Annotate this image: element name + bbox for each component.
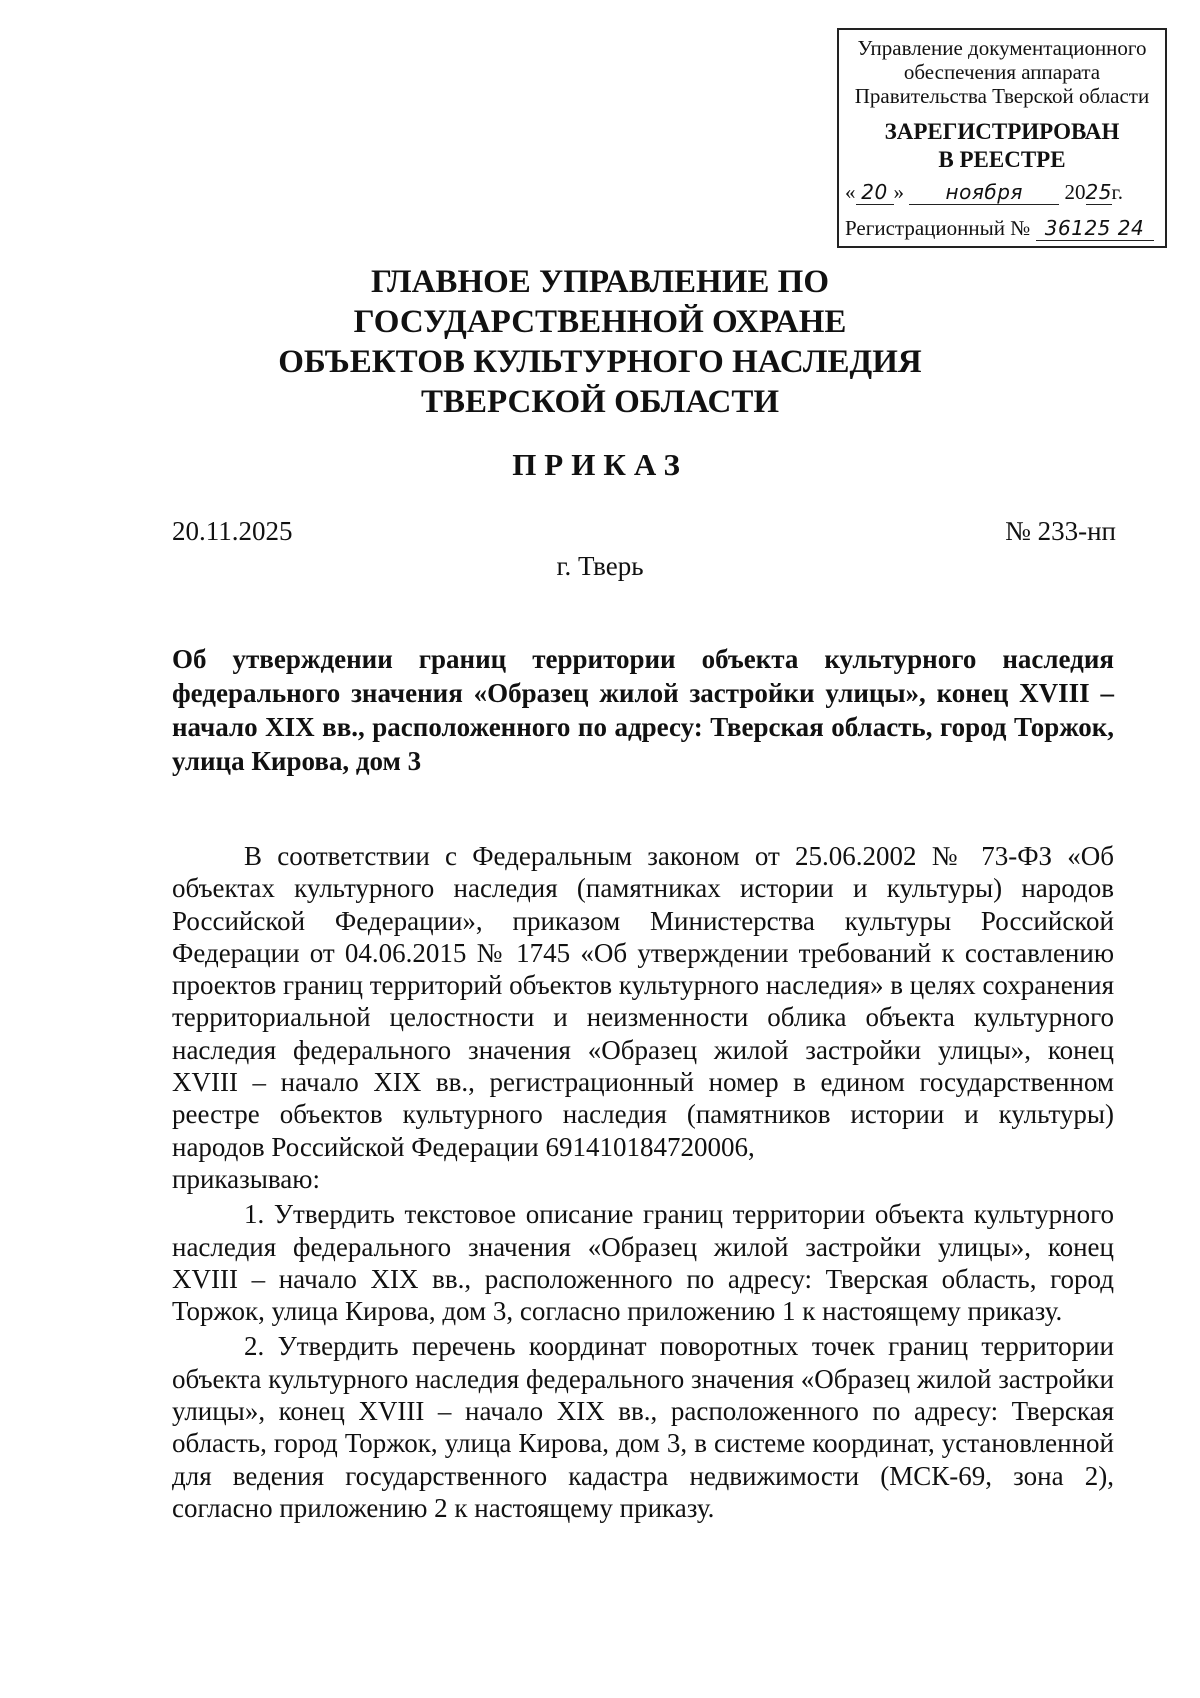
document-body — [172, 840, 1114, 1524]
body-item-1: 1. Утвердить текстовое описание границ территории объекта культурного наследия федерального значения «Образец жилой застройки улицы», конец XVIII – начало XIX вв., расположенного по адресу: Тверская область, город Торжок, улица Кирова, дом 3, согласно приложению 1 к настоящему приказу. — [172, 1199, 1114, 1327]
document-date: 20.11.2025 — [172, 516, 293, 546]
stamp-date-year-g: г. — [1111, 180, 1123, 204]
stamp-org-line: обеспечения аппарата — [903, 60, 1101, 84]
stamp-reg-label: Регистрационный № — [845, 216, 1031, 240]
stamp-date-day: 20 — [856, 180, 894, 205]
stamp-reg-number: 36125 24 — [1036, 216, 1154, 241]
organization-title — [200, 262, 1000, 422]
document-city: г. Тверь — [556, 551, 644, 581]
org-title-line: ОБЪЕКТОВ КУЛЬТУРНОГО НАСЛЕДИЯ — [278, 344, 922, 380]
stamp-status-line: В РЕЕСТРЕ — [938, 147, 1066, 172]
body-order-word: приказываю: — [172, 1163, 320, 1194]
stamp-date-quote: « — [845, 180, 856, 204]
org-title-line: ГЛАВНОЕ УПРАВЛЕНИЕ ПО — [371, 264, 829, 300]
registration-stamp — [837, 28, 1167, 248]
stamp-date-quote: » — [893, 180, 904, 204]
body-item-2: 2. Утвердить перечень координат поворотных точек границ территории объекта культурного наследия федерального значения «Образец жилой застройки улицы», конец XVIII – начало XIX вв., расположенного по адресу: Тверская область, город Торжок, улица Кирова, дом 3, в системе координат, установленной для ведения государственного кадастра недвижимости (МСК-69, зона 2), согласно приложению 2 к настоящему приказу. — [172, 1331, 1114, 1523]
org-title-line: ГОСУДАРСТВЕННОЙ ОХРАНЕ — [353, 304, 847, 340]
stamp-date-month: ноября — [909, 180, 1059, 205]
stamp-status-line: ЗАРЕГИСТРИРОВАН — [884, 119, 1120, 144]
stamp-registration — [845, 216, 1159, 241]
stamp-date-year-prefix: 20 — [1064, 180, 1086, 204]
document-number: № 233-нп — [1005, 516, 1116, 546]
org-title-line: ТВЕРСКОЙ ОБЛАСТИ — [420, 384, 780, 420]
stamp-org-line: Правительства Тверской области — [854, 84, 1150, 108]
stamp-date-year-suffix: 25 — [1085, 180, 1112, 204]
stamp-org-line: Управление документационного — [857, 36, 1147, 60]
body-preamble: В соответствии с Федеральным законом от 25.06.2002 № 73-ФЗ «Об объектах культурного наследия (памятниках истории и культуры) народов Российской Федерации», приказом Министерства культуры Российской Федерации от 04.06.2015 № 1745 «Об утверждении требований к составлению проектов границ территорий объектов культурного наследия» в целях сохранения территориальной целостности и неизменности облика объекта культурного наследия федерального значения «Образец жилой застройки улицы», конец XVIII – начало XIX вв., регистрационный номер в едином государственном реестре объектов культурного наследия (памятников истории и культуры) народов Российской Федерации 691410184720006, — [172, 841, 1114, 1162]
document-subject: Об утверждении границ территории объекта культурного наследия федерального значения «Образец жилой застройки улицы», конец XVIII – начало XIX вв., расположенного по адресу: Тверская область, город Торжок, улица Кирова, дом 3 — [172, 644, 1114, 776]
document-type: ПРИКАЗ — [512, 447, 688, 482]
stamp-date — [845, 180, 1159, 210]
